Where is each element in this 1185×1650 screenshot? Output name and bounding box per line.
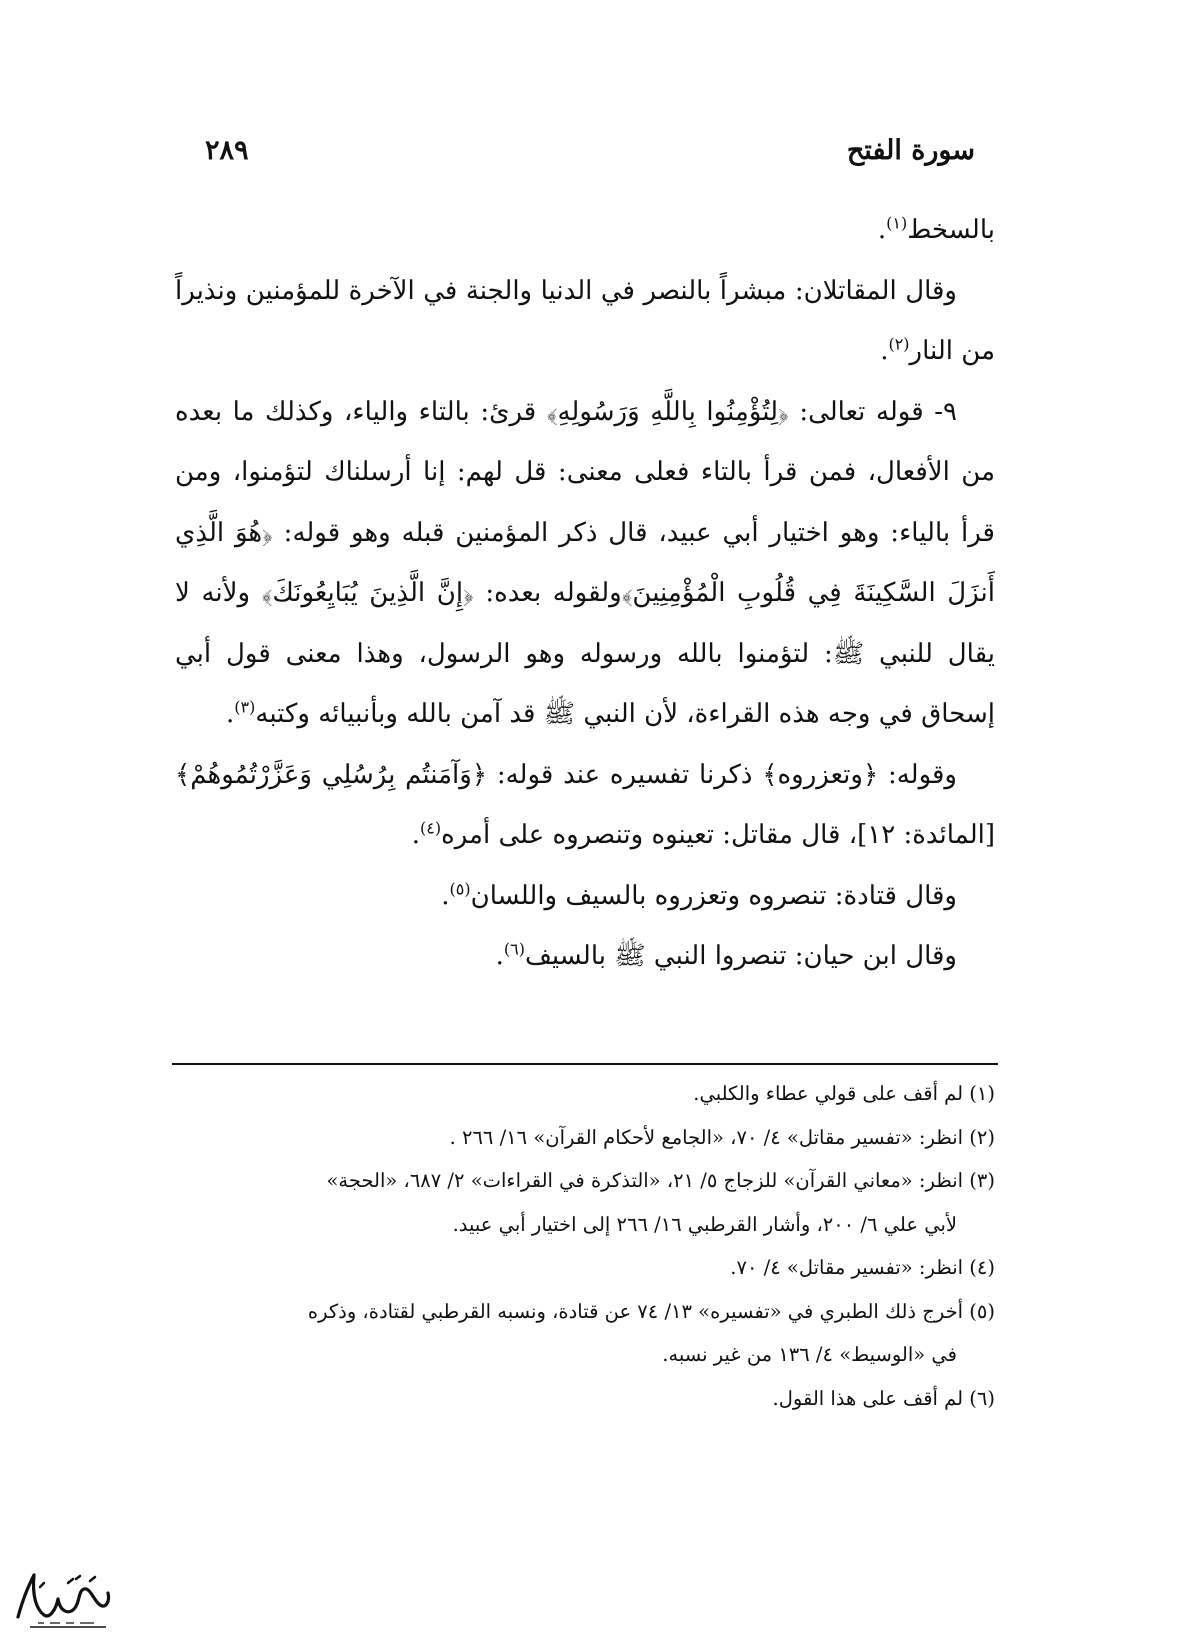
footnote: (٢) انظر: «تفسير مقاتل» ٤/ ٧٠، «الجامع لأحكام القرآن» ١٦/ ٢٦٦ . bbox=[449, 1125, 995, 1149]
paragraph: وقال المقاتلان: مبشراً بالنصر في الدنيا والجنة في الآخرة للمؤمنين ونذيراً من النار$^{(٢)}$. bbox=[175, 275, 995, 366]
publisher-logo-icon bbox=[10, 1565, 115, 1635]
footnote: (١) لم أقف على قولي عطاء والكلبي. bbox=[693, 1082, 995, 1105]
surah-title: سورة الفتح bbox=[846, 134, 975, 166]
footnote-ref: (١) bbox=[886, 213, 908, 233]
footnote-divider bbox=[172, 1063, 998, 1065]
footnote: (٥) أخرج ذلك الطبري في «تفسيره» ١٣/ ٧٤ عن قتادة، ونسبه القرطبي لقتادة، وذكره bbox=[307, 1299, 995, 1323]
footnote-continuation: في «الوسيط» ٤/ ١٣٦ من غير نسبه. bbox=[662, 1343, 957, 1366]
footnotes bbox=[140, 1072, 995, 1420]
footnote-ref: (٥) bbox=[449, 878, 471, 898]
paragraph: وقوله: ﴿وتعزروه﴾ ذكرنا تفسيره عند قوله: ﴿وَآمَنتُم بِرُسُلِي وَعَزَّرْتُمُوهُمْ﴾ [المائدة: ١٢]، قال مقاتل: تعينوه وتنصروه على أمره$^{(٤)}$. bbox=[175, 759, 995, 850]
footnote-ref: (٤) bbox=[419, 818, 442, 838]
footnote: (٣) انظر: «معاني القرآن» للزجاج ٥/ ٢١، «التذكرة في القراءات» ٢/ ٦٨٧، «الحجة» bbox=[326, 1169, 995, 1192]
footnote-ref: (٢) bbox=[888, 334, 910, 354]
paragraph: بالسخط$^{(١)}$. bbox=[877, 213, 995, 245]
page-header bbox=[205, 128, 975, 172]
paragraph: ٩- قوله تعالى: ﴿لِتُؤْمِنُوا بِاللَّهِ وَرَسُولِهِ﴾ قرئ: بالتاء والياء، وكذلك ما بعده من الأفعال، فمن قرأ بالتاء فعلى معنى: قل لهم: إنا أرسلناك لتؤمنوا، ومن قرأ بالياء: وهو اختيار أبي عبيد، قال ذكر المؤمنين قبله وهو قوله: ﴿هُوَ الَّذِي أَنزَلَ السَّكِينَةَ فِي قُلُوبِ الْمُؤْمِنِينَ﴾ولقوله بعده: ﴿إِنَّ الَّذِينَ يُبَايِعُونَكَ﴾ ولأنه لا يقال للنبي ﷺ: لتؤمنوا بالله ورسوله وهو الرسول، وهذا معنى قول أبي إسحاق في وجه هذه القراءة، لأن النبي ﷺ قد آمن بالله وبأنبيائه وكتبه$^{(٣)}$. bbox=[175, 396, 995, 729]
page-number: ٢٨٩ bbox=[205, 134, 249, 166]
footnote-continuation: لأبي علي ٦/ ٢٠٠، وأشار القرطبي ١٦/ ٢٦٦ إلى اختيار أبي عبيد. bbox=[452, 1212, 957, 1236]
paragraph: وقال قتادة: تنصروه وتعزروه بالسيف واللسان$^{(٥)}$. bbox=[441, 878, 957, 911]
footnote: (٦) لم أقف على هذا القول. bbox=[772, 1386, 995, 1410]
main-text bbox=[175, 200, 995, 987]
footnote-ref: (٣) bbox=[234, 697, 256, 717]
paragraph: وقال ابن حيان: تنصروا النبي ﷺ بالسيف$^{(٦)}$. bbox=[495, 939, 957, 971]
footnote-ref: (٦) bbox=[503, 939, 525, 959]
footnote: (٤) انظر: «تفسير مقاتل» ٤/ ٧٠. bbox=[730, 1256, 995, 1279]
